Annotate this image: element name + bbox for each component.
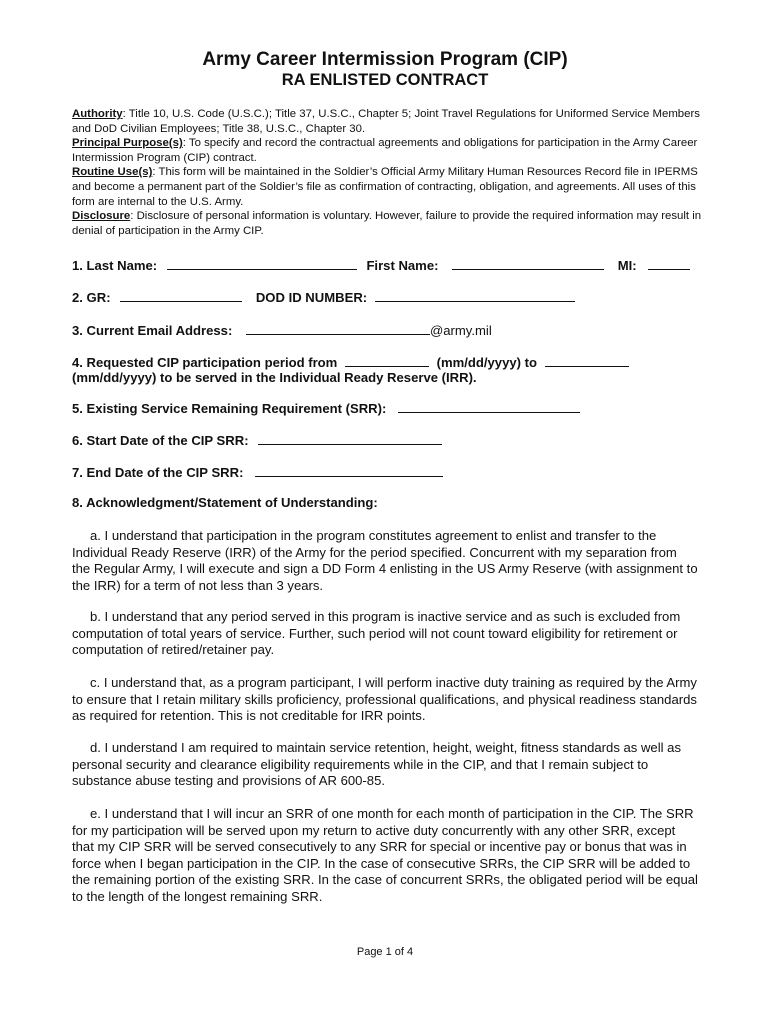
cip-period-tail-label: (mm/dd/yyyy) to be served in the Individual Ready Reserve (IRR). <box>72 370 477 385</box>
field-name-row <box>72 256 690 274</box>
cip-period-to-blank[interactable] <box>545 353 629 367</box>
acknowledgment-heading <box>72 495 378 511</box>
mi-label: MI: <box>617 258 637 273</box>
grade-blank[interactable] <box>120 288 242 302</box>
routine-use-label: Routine Use(s) <box>72 166 153 179</box>
email-blank[interactable] <box>246 321 430 335</box>
statement-a-text: a. I understand that participation in the program constitutes agreement to enlist and transfer to the Individual Ready Reserve (IRR) of the Army for the period specified. Concurrent with my separation from the Regular Army, I will execute and sign a DD Form 4 enlisting in the US Army Reserve (with assignment to the IRR) for a term of not less than 3 years. <box>72 528 698 593</box>
statement-d <box>72 740 698 790</box>
purpose-text: : To specify and record the contractual agreements and obligations for participation in the Army Career Intermission Program (CIP) contract. <box>72 137 698 164</box>
dod-id-label: DOD ID NUMBER: <box>255 290 368 305</box>
privacy-act-statement <box>72 107 712 238</box>
email-label: 3. Current Email Address: <box>72 323 233 338</box>
start-date-label: 6. Start Date of the CIP SRR: <box>72 433 249 448</box>
authority-label: Authority <box>72 108 123 120</box>
authority-text: : Title 10, U.S. Code (U.S.C.); Title 37, U.S.C., Chapter 5; Joint Travel Regulations for Uniformed Service Members and DoD Civilian Employees; Title 38, U.S.C., Chapter 30. <box>72 108 700 135</box>
existing-srr-blank[interactable] <box>398 399 580 413</box>
statement-d-text: d. I understand I am required to maintain service retention, height, weight, fitness standards as well as personal security and clearance eligibility requirements while in the CIP, and that I remain subject to substance abuse testing and provisions of AR 600-85. <box>72 740 681 789</box>
statement-c <box>72 675 698 725</box>
end-date-blank[interactable] <box>255 463 443 477</box>
statement-b <box>72 609 698 659</box>
grade-label: 2. GR: <box>72 290 111 305</box>
disclosure-text: : Disclosure of personal information is voluntary. However, failure to provide the required information may result in denial of participation in the Army CIP. <box>72 210 702 237</box>
field-start-date-row <box>72 431 442 449</box>
statement-b-text: b. I understand that any period served in this program is inactive service and as such is excluded from computation of total years of service. Further, such period will not count toward eligibility for retirement or computation of retired/retainer pay. <box>72 609 681 658</box>
statement-c-text: c. I understand that, as a program participant, I will perform inactive duty training as required by the Army to ensure that I retain military skills proficiency, professional qualifications, and physical readiness standards as required for retention. This is not creditable for IRR points. <box>72 675 697 724</box>
field-end-date-row <box>72 463 443 481</box>
dod-id-blank[interactable] <box>375 288 575 302</box>
existing-srr-label: 5. Existing Service Remaining Requirement (SRR): <box>72 401 387 416</box>
form-subtitle: RA ENLISTED CONTRACT <box>281 71 489 89</box>
statement-e <box>72 806 698 906</box>
disclosure-label: Disclosure <box>72 210 131 223</box>
form-title: Army Career Intermission Program (CIP) <box>202 49 568 70</box>
first-name-label: First Name: <box>366 258 439 273</box>
start-date-blank[interactable] <box>258 431 442 445</box>
cip-period-mid-label: (mm/dd/yyyy) to <box>436 355 538 370</box>
statement-e-text: e. I understand that I will incur an SRR of one month for each month of participation in the CIP. The SRR for my participation will be served upon my return to active duty concurrently with any other SRR, except that my CIP SRR will be served consecutively to any SRR for special or incentive pay or bonus that was in force when I began participation in the CIP. In the case of consecutive SRRs, the CIP SRR will be added to the remaining portion of the existing SRR. In the case of concurrent SRRs, the obligated period will be equal to the length of the longest remaining SRR. <box>72 806 698 904</box>
end-date-label: 7. End Date of the CIP SRR: <box>72 465 244 480</box>
field-email-row <box>72 321 492 339</box>
acknowledgment-label: 8. Acknowledgment/Statement of Understanding: <box>72 495 378 510</box>
routine-use-text: : This form will be maintained in the Soldier’s Official Army Military Human Resources Record file in IPERMS and become a permanent part of the Soldier’s file as confirmation of contracting, obligation, and agreements. All uses of this form are internal to the U.S. Army. <box>72 166 698 208</box>
first-name-blank[interactable] <box>452 256 604 270</box>
page-number: Page 1 of 4 <box>356 946 414 958</box>
cip-period-from-blank[interactable] <box>345 353 429 367</box>
purpose-label: Principal Purpose(s) <box>72 137 183 150</box>
mi-blank[interactable] <box>648 256 690 270</box>
field-cip-period-row-2 <box>72 370 477 386</box>
last-name-label: 1. Last Name: <box>72 258 158 273</box>
last-name-blank[interactable] <box>167 256 357 270</box>
statement-a <box>72 528 698 594</box>
field-cip-period-row <box>72 353 629 371</box>
field-gr-row <box>72 288 575 306</box>
email-domain-suffix: @army.mil <box>429 323 492 338</box>
field-srr-row <box>72 399 580 417</box>
cip-period-label: 4. Requested CIP participation period from <box>72 355 338 370</box>
